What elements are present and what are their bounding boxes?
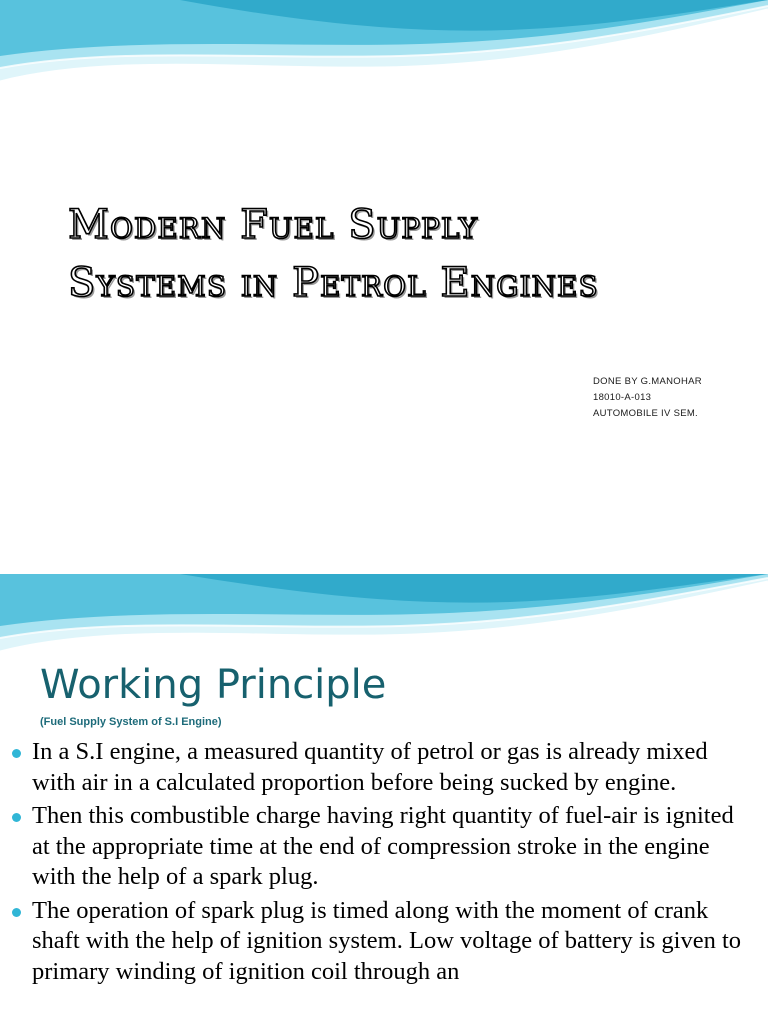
bullet-text: The operation of spark plug is timed along with the moment of crank shaft with the help of ignition system. Low voltage of battery is given to primary winding of ignition coil through an xyxy=(32,896,742,985)
bullet-item xyxy=(10,801,750,893)
slide-subheading: (Fuel Supply System of S.I Engine) xyxy=(40,716,222,728)
bullet-item xyxy=(10,737,750,798)
bullet-dot-icon xyxy=(12,908,21,917)
byline-line: DONE BY G.MANOHAR xyxy=(593,376,702,387)
byline-line: AUTOMOBILE IV SEM. xyxy=(593,408,698,419)
wave-decoration xyxy=(0,0,768,100)
bullet-dot-icon xyxy=(12,813,21,822)
title-line: Systems in Petrol Engines xyxy=(68,260,599,306)
author-byline xyxy=(593,374,702,422)
byline-line: 18010-A-013 xyxy=(593,392,652,403)
content-slide xyxy=(0,574,768,1024)
bullet-dot-icon xyxy=(12,749,21,758)
slide-title xyxy=(68,196,758,312)
bullet-text: In a S.I engine, a measured quantity of petrol or gas is already mixed with air in a calculated proportion before being sucked by engine. xyxy=(32,738,708,796)
bullet-text: Then this combustible charge having right quantity of fuel-air is ignited at the appropriate time at the end of compression stroke in the engine with the help of a spark plug. xyxy=(32,802,734,890)
slide-heading: Working Principle xyxy=(40,662,387,708)
bullet-list xyxy=(10,737,750,990)
wave-decoration xyxy=(0,574,768,669)
bullet-item xyxy=(10,896,750,988)
title-line: Modern Fuel Supply xyxy=(68,202,479,248)
